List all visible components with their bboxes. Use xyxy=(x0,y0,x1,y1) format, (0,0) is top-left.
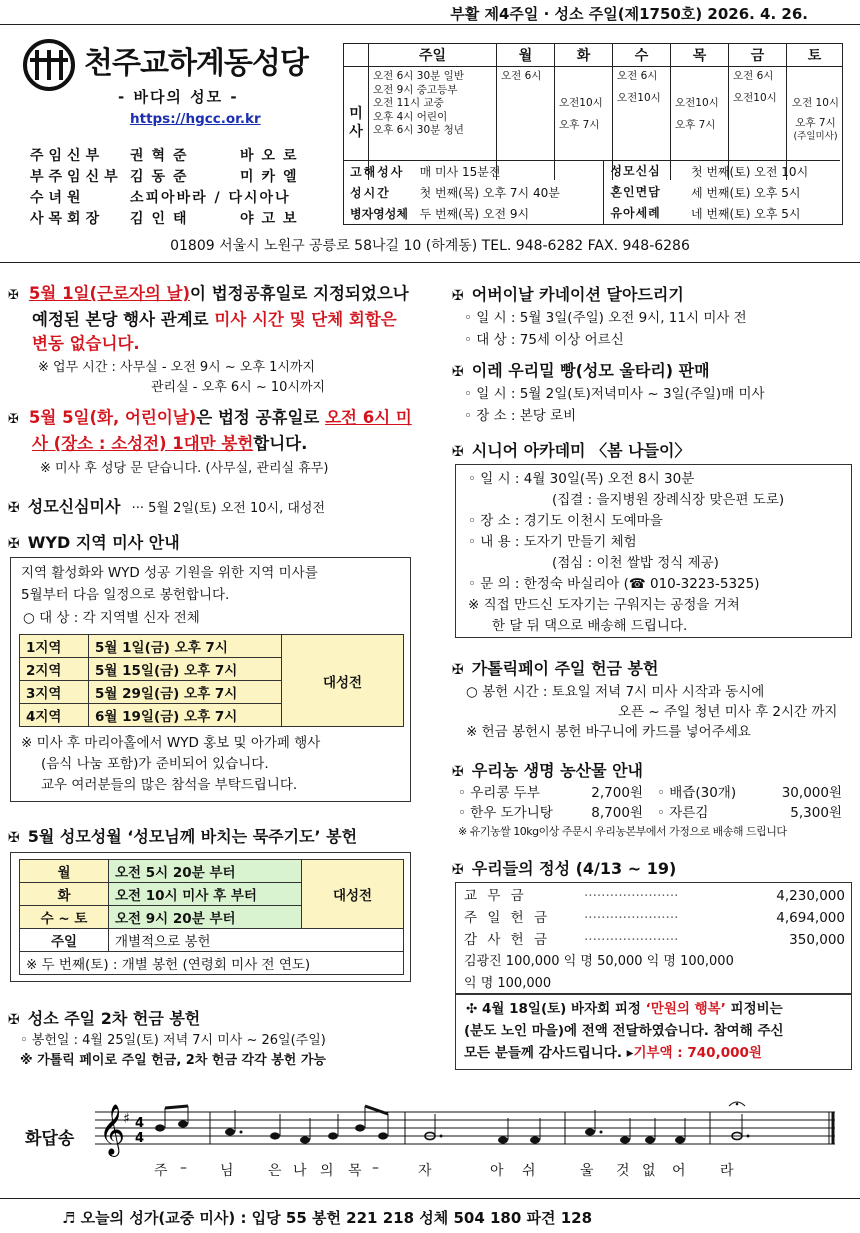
day-header: 목 xyxy=(671,44,729,67)
cross-bullet-icon: ✠ xyxy=(452,662,464,678)
parish-name: 천주교하계동성당 xyxy=(84,46,308,81)
dateline-bar xyxy=(0,0,860,25)
notice-marian-mass: ✠ 성모신심미사 ··· 5월 2일(토) 오전 10시, 대성전 xyxy=(8,497,326,516)
today-hymns xyxy=(0,1198,860,1233)
day-header: 금 xyxy=(729,44,787,67)
psalm-label: 화답송 xyxy=(25,1129,75,1149)
mass-row-label: 미사 xyxy=(344,67,369,180)
cross-bullet-icon: ✠ xyxy=(8,536,20,552)
farm-notice: ✠ 우리농 생명 농산물 안내 ◦ 우리콩 두부 2,700원 ◦ 배즙(30개) 30,000원 ◦ 한우 도가니탕 8,700원 ◦ 자른김 5,300원 ※ 유기농쌀 10kg이상 주문시 우리농본부에서 가정으로 배송해 드립니다 xyxy=(452,761,842,838)
sunday-times: 오전 6시 30분 일반 오전 9시 중고등부 오전 11시 교중 오후 4시 어린이 오후 6시 30분 청년 xyxy=(369,67,497,180)
saturday-times: 오전 10시 오후 7시 (주일미사) xyxy=(791,97,840,142)
cross-bullet-icon: ✠ xyxy=(452,364,464,380)
rosary-table: 월 오전 5시 20분 부터 대성전 화 오전 10시 미사 후 부터 수 ~ 토 오전 9시 20분 부터 주일 개별적으로 봉헌 ※ 두 번째(토) : 개별 봉헌 (연령회 미사 전 연도) xyxy=(19,859,404,975)
tuesday-times: 오전10시 오후 7시 xyxy=(555,67,613,180)
day-header: 주일 xyxy=(369,44,497,67)
music-staff xyxy=(95,1100,835,1164)
parish-logo-icon xyxy=(22,38,76,92)
rosary-title: ✠ 5월 성모성월 ‘성모님께 바치는 묵주기도’ 봉헌 xyxy=(8,827,358,846)
svg-text:4: 4 xyxy=(135,1116,145,1131)
wyd-title: ✠ WYD 지역 미사 안내 xyxy=(8,533,180,552)
svg-text:4: 4 xyxy=(135,1131,145,1146)
cross-bullet-icon: ✠ xyxy=(452,764,464,780)
cross-bullet-icon: ✠ xyxy=(8,500,20,516)
wednesday-times: 오전 6시 오전10시 xyxy=(613,67,671,180)
offering-title: ✠ 우리들의 정성 (4/13 ~ 19) xyxy=(452,859,677,878)
staff-row: 부주임신부 김동준 미카엘 xyxy=(30,169,305,185)
day-header: 수 xyxy=(613,44,671,67)
offering-box: 교 무 금 ······················ 4,230,000 주 일 헌 금 ······················ 4,694,000 감 사 헌 금 ······················ 350,000 김광진 100,000 익 명 50,000 익 명 100,000 익 명 100,000 xyxy=(455,882,852,994)
cross-bullet-icon: ✠ xyxy=(8,412,19,427)
rosary-box xyxy=(10,852,411,982)
parish-subtitle: - 바다의 성모 - xyxy=(118,88,239,106)
bazaar-box: ✣ 4월 18일(토) 바자회 피정 ‘만원의 행복’ 피정비는 (분도 노인 마을)에 전액 전달하였습니다. 참여해 주신 모든 분들께 감사드립니다. ▸기부액 : 740,000원 xyxy=(455,994,852,1070)
notice-labor-day: ✠ 5월 1일(근로자의 날)이 법정공휴일로 지정되었으나 예정된 본당 행사 관계로 미사 시간 및 단체 회합은 변동 없습니다. ※ 업무 시간 : 사무실 - 오전 9시 ~ 오후 1시까지 관리실 - 오후 6시 ~ 10시까지 xyxy=(8,284,409,395)
staff-row: 주임신부 권혁준 바오로 xyxy=(30,148,305,164)
day-header: 월 xyxy=(497,44,555,67)
dateline: 부활 제4주일 · 성소 주일(제1750호) 2026. 4. 26. xyxy=(450,5,808,23)
second-collection: ✠ 성소 주일 2차 헌금 봉헌 ◦ 봉헌일 : 4월 25일(토) 저녁 7시 미사 ~ 26일(주일) ※ 가톨릭 페이로 주일 헌금, 2차 헌금 각각 봉헌 가능 xyxy=(8,1009,326,1068)
senior-box: ◦ 일 시 : 4월 30일(목) 오전 8시 30분 (집결 : 을지병원 장례식장 맞은편 도로) ◦ 장 소 : 경기도 이천시 도예마을 ◦ 내 용 : 도자기 만들기 체험 (점심 : 이천 쌀밥 정식 제공) ◦ 문 의 : 한정숙 바실리아 (☎ 010-3223-5325) ※ 직접 만드신 도자기는 구워지는 공정을 거쳐 한 달 뒤 댁으로 배송해 드립니다. xyxy=(455,464,852,638)
wyd-table: 1지역 5월 1일(금) 오후 7시 대성전 2지역 5월 15일(금) 오후 7시 3지역 5월 29일(금) 오후 7시 4지역 6월 19일(금) 오후 7시 xyxy=(19,634,404,727)
day-header: 토 xyxy=(787,44,843,67)
wyd-box: 지역 활성화와 WYD 성공 기원을 위한 지역 미사를 5월부터 다음 일정으로 봉헌합니다. ○ 대 상 : 각 지역별 신자 전체 1지역 5월 1일(금) 오후 7시 대성전 2지역 5월 15일(금) 오후 7시 3지역 5월 29일(금) 오후 7시 4지역 6월 19일(금) 오후 7시 ※ 미사 후 마리아홀에서 WYD 홍보 및 아가페 행사 (음식 나눔 포함)가 준비되어 있습니다. 교우 여러분들의 많은 참석을 부탁드립니다. xyxy=(10,557,411,802)
cross-bullet-icon: ✠ xyxy=(8,1012,20,1028)
carnation-notice: ✠ 어버이날 카네이션 달아드리기 ◦ 일 시 : 5월 3일(주일) 오전 9시, 11시 미사 전 ◦ 대 상 : 75세 이상 어르신 xyxy=(452,285,747,348)
today-hymns-text: ♬ 오늘의 성가(교중 미사) : 입당 55 봉헌 221 218 성체 504 180 파견 128 xyxy=(62,1209,593,1227)
svg-text:♯: ♯ xyxy=(123,1111,130,1127)
cross-bullet-icon: ✠ xyxy=(452,862,464,878)
senior-title: ✠ 시니어 아카데미 〈봄 나들이〉 xyxy=(452,441,691,460)
friday-times: 오전 6시 오전10시 xyxy=(729,67,787,180)
website-link[interactable]: https://hgcc.or.kr xyxy=(130,111,261,127)
bread-notice: ✠ 이레 우리밀 빵(성모 울타리) 판매 ◦ 일 시 : 5월 2일(토)저녁미사 ~ 3일(주일)매 미사 ◦ 장 소 : 본당 로비 xyxy=(452,361,765,424)
thursday-times: 오전10시 오후 7시 xyxy=(671,67,729,180)
sacrament-info: 고해성사 매 미사 15분전 성모신심 첫 번째(토) 오전 10시 성시간 첫 번째(목) 오후 7시 40분 혼인면담 세 번째(토) 오후 5시 병자영성체 두 번째(목) 오전 9시 유아세례 네 번째(토) 오후 5시 xyxy=(344,160,840,224)
cross-bullet-icon: ✠ xyxy=(452,288,464,304)
monday-times: 오전 6시 xyxy=(497,67,555,180)
cross-bullet-icon: ✠ xyxy=(452,444,464,460)
staff-row: 사목회장 김인태 야고보 xyxy=(30,211,305,227)
notice-children-day: ✠ 5월 5일(화, 어린이날)은 법정 공휴일로 오전 6시 미사 (장소 : 소성전) 1대만 봉헌합니다. ※ 미사 후 성당 문 닫습니다. (사무실, 관리실 휴무) xyxy=(8,408,412,476)
staff-row: 수녀원 소피아바라 / 다시아나 xyxy=(30,190,291,206)
day-header: 화 xyxy=(555,44,613,67)
mass-schedule xyxy=(343,43,843,225)
cross-bullet-icon: ✠ xyxy=(8,288,19,303)
cross-bullet-icon: ✠ xyxy=(8,830,20,846)
catholicpay-notice: ✠ 가톨릭페이 주일 헌금 봉헌 ○ 봉헌 시간 : 토요일 저녁 7시 미사 시작과 동시에 오픈 ~ 주일 청년 미사 후 2시간 까지 ※ 헌금 봉헌시 봉헌 바구니에 카드를 넣어주세요 xyxy=(452,659,838,740)
staff-list xyxy=(30,146,340,230)
treble-clef-icon: 𝄞 xyxy=(99,1104,126,1155)
address-bar: 01809 서울시 노원구 공릉로 58나길 10 (하계동) TEL. 948-6282 FAX. 948-6286 xyxy=(0,232,860,263)
notes xyxy=(155,1102,750,1144)
